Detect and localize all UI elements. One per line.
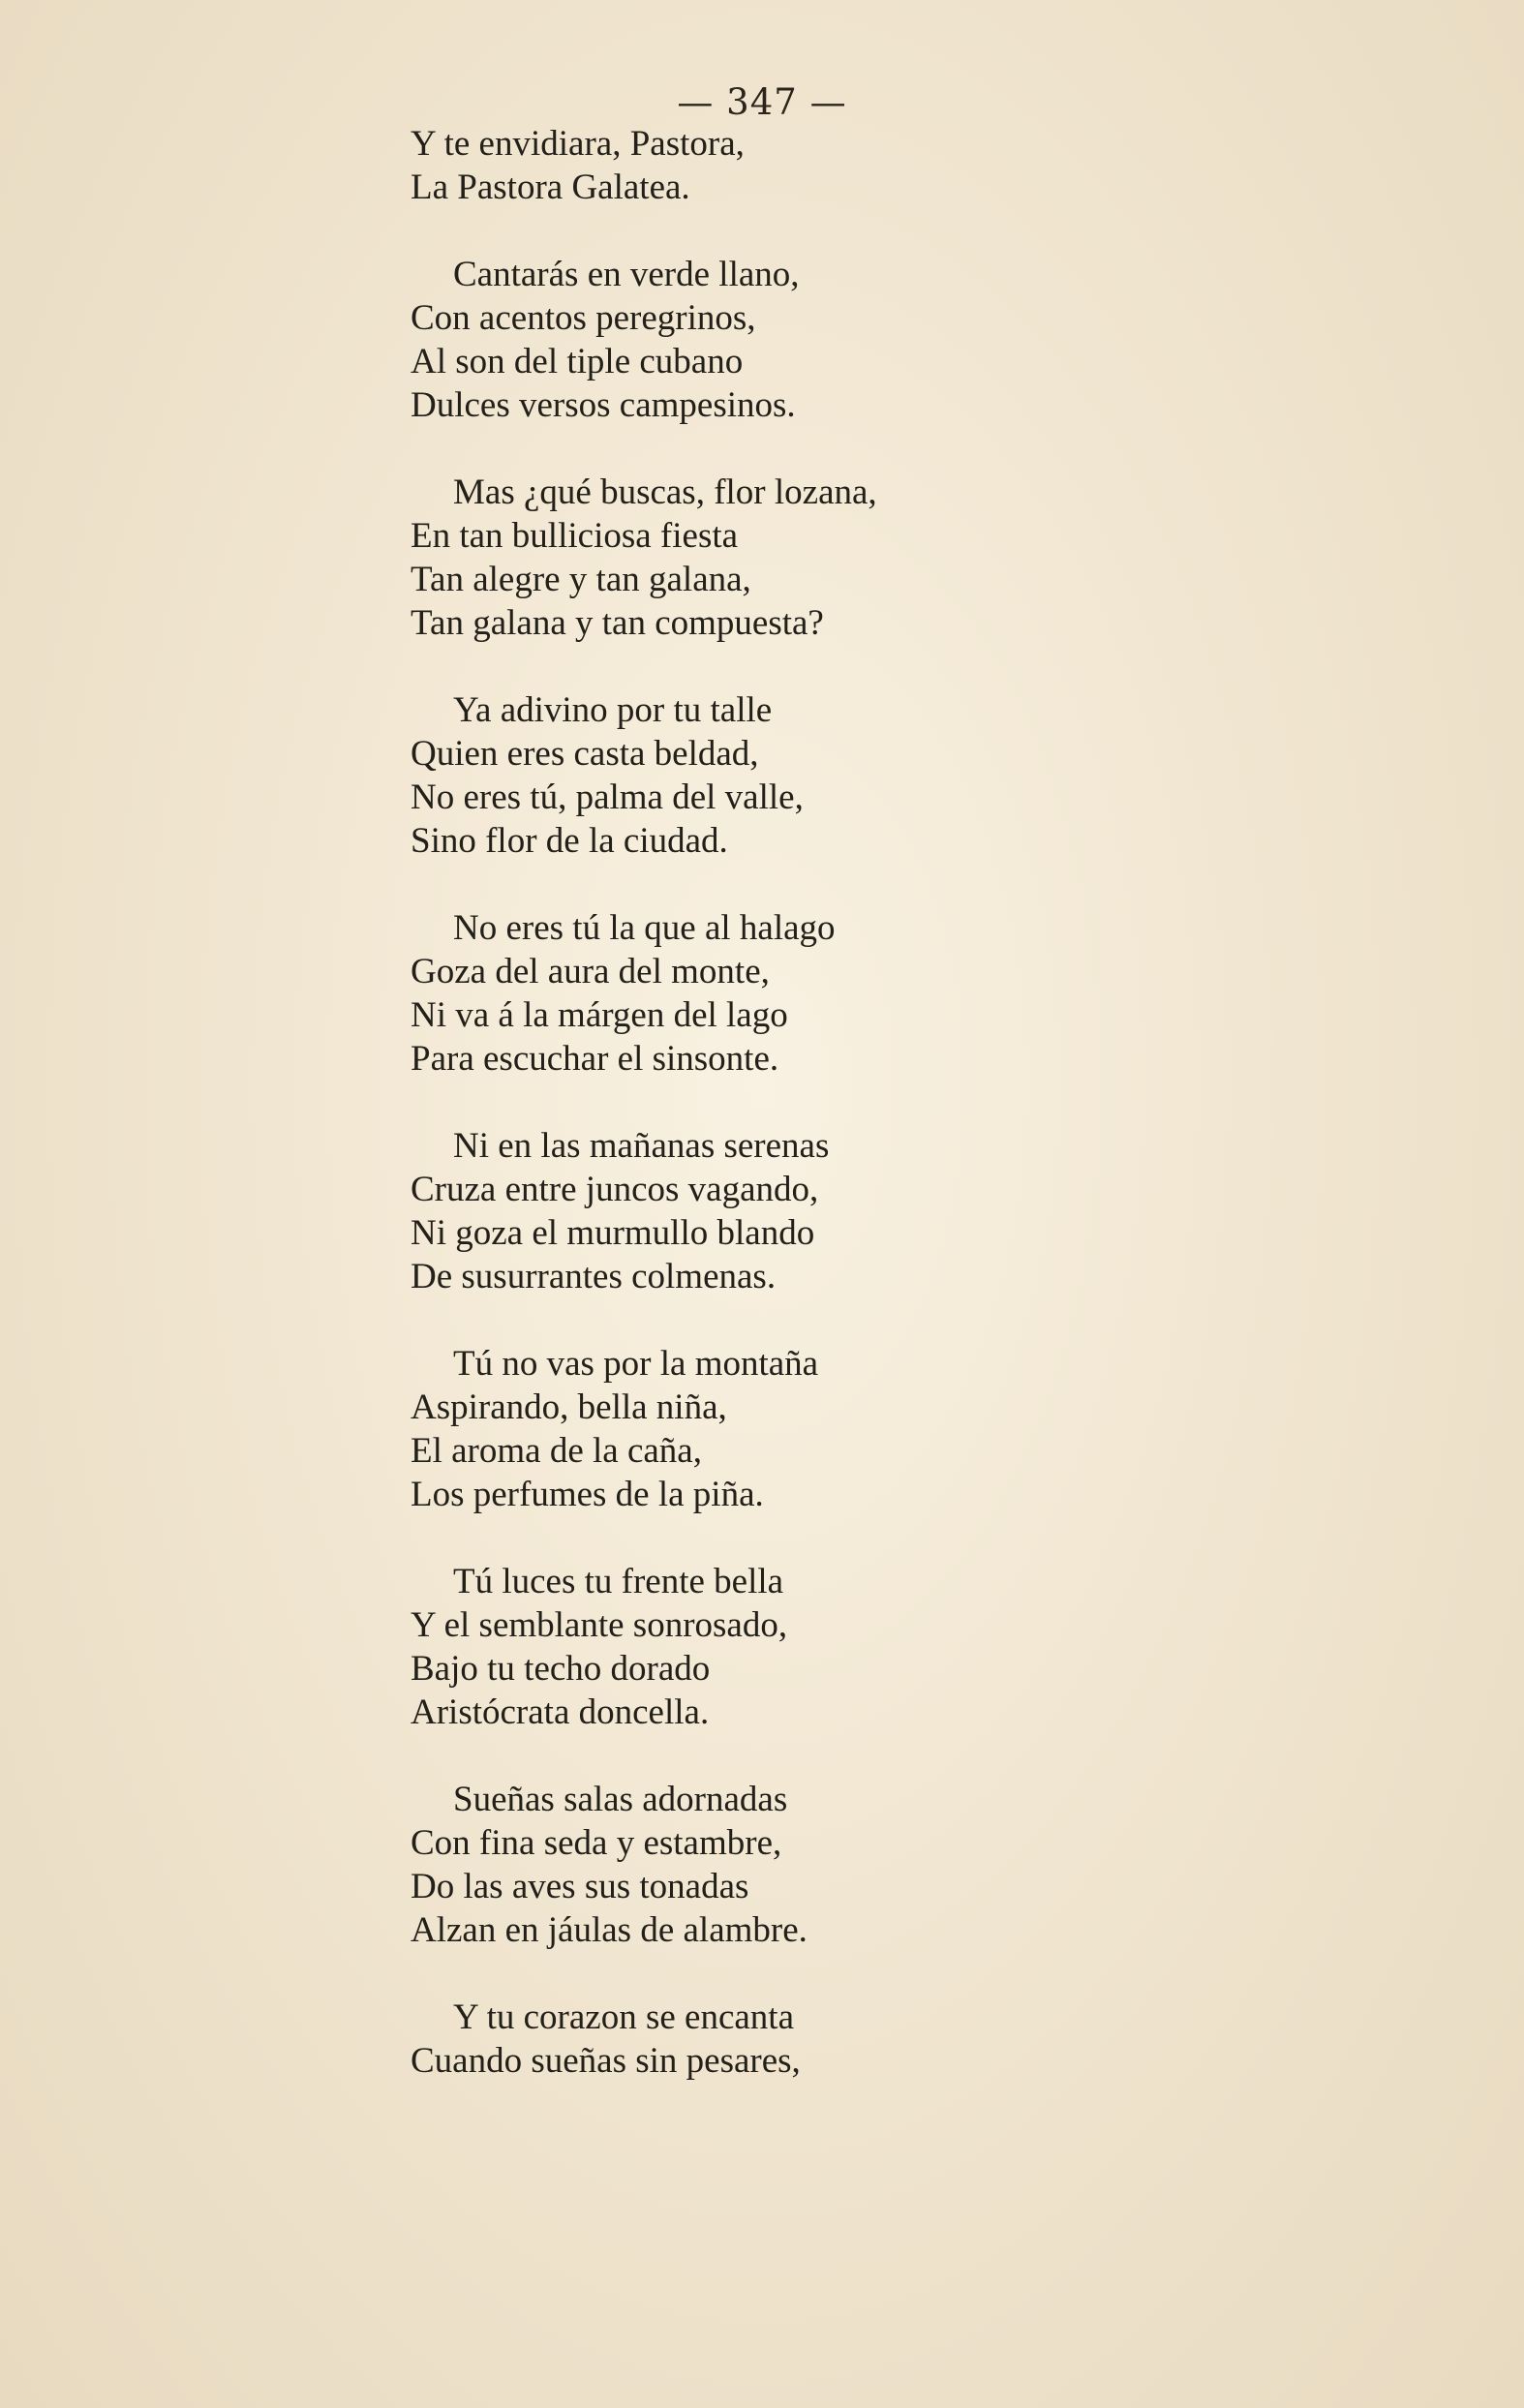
page-number: — 347 — [677,81,847,123]
verse-line: Con acentos peregrinos, [411,298,756,338]
stanza [411,688,1146,863]
stanza [411,1996,1146,2083]
verse-line: Cuando sueñas sin pesares, [411,2041,801,2081]
verse-line: Tan alegre y tan galana, [411,560,751,599]
stanza [411,1560,1146,1734]
verse-line: Mas ¿qué buscas, flor lozana, [453,472,877,512]
verse-line: Aristócrata doncella. [411,1692,710,1732]
verse-line: Para escuchar el sinsonte. [411,1039,779,1079]
stanza [411,253,1146,427]
verse-line: Cantarás en verde llano, [453,255,800,294]
verse-line: Y el semblante sonrosado, [411,1605,788,1645]
verse-line: En tan bulliciosa fiesta [411,516,739,556]
verse-line: El aroma de la caña, [411,1431,702,1471]
verse-line: Ni va á la márgen del lago [411,995,788,1035]
stanza [411,1342,1146,1516]
stanza [411,906,1146,1081]
verse-line: Los perfumes de la piña. [411,1475,764,1514]
verse-line: Quien eres casta beldad, [411,734,759,774]
verse-line: No eres tú, palma del valle, [411,777,804,817]
verse-line: Dulces versos campesinos. [411,385,796,425]
stanza [411,471,1146,645]
verse-line: Ni goza el murmullo blando [411,1213,815,1253]
verse-line: Aspirando, bella niña, [411,1387,727,1427]
verse-line: Tan galana y tan compuesta? [411,603,824,643]
verse-line: Ya adivino por tu talle [453,690,773,730]
verse-line: Tú no vas por la montaña [453,1344,819,1384]
verse-line: Goza del aura del monte, [411,952,770,991]
stanza [411,122,1146,209]
stanza [411,1124,1146,1298]
verse-line: Tú luces tu frente bella [453,1562,784,1601]
verse-line: Alzan en jáulas de alambre. [411,1910,808,1950]
poem [411,122,1146,2126]
verse-line: Al son del tiple cubano [411,342,744,381]
verse-line: Cruza entre juncos vagando, [411,1170,819,1209]
verse-line: Con fina seda y estambre, [411,1823,782,1863]
verse-line: De susurrantes colmenas. [411,1257,777,1296]
verse-line: Ni en las mañanas serenas [453,1126,830,1166]
verse-line: Sino flor de la ciudad. [411,821,728,861]
verse-line: Y tu corazon se encanta [453,1997,795,2037]
verse-line: Do las aves sus tonadas [411,1867,749,1906]
verse-line: Sueñas salas adornadas [453,1780,788,1819]
verse-line: La Pastora Galatea. [411,168,690,207]
verse-line: Bajo tu techo dorado [411,1649,711,1689]
stanza [411,1778,1146,1952]
verse-line: No eres tú la que al halago [453,908,836,948]
verse-line: Y te envidiara, Pastora, [411,124,745,164]
